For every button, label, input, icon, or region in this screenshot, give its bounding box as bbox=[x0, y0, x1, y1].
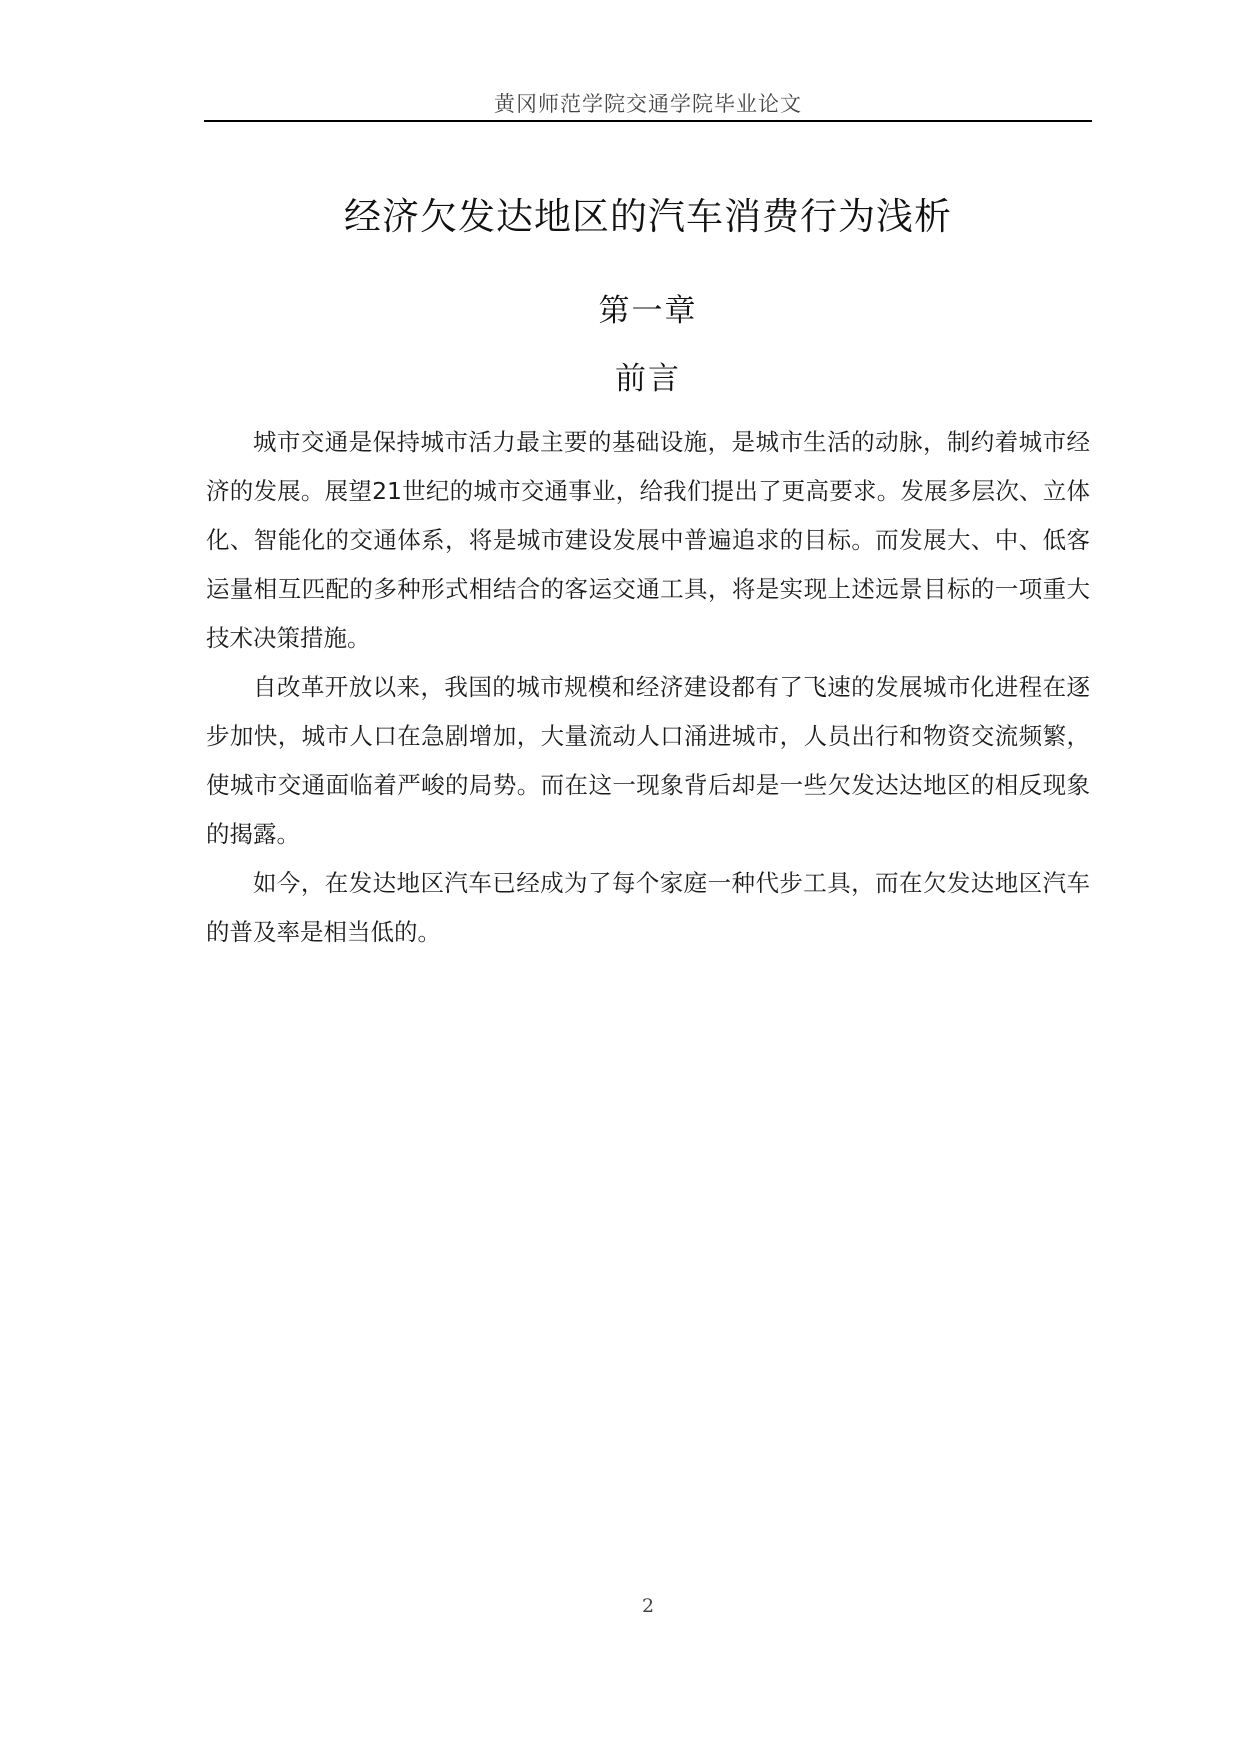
header-text: 黄冈师范学院交通学院毕业论文 bbox=[494, 92, 802, 116]
document-title: 经济欠发达地区的汽车消费行为浅析 bbox=[344, 195, 952, 238]
page-number: 2 bbox=[641, 1595, 655, 1617]
chapter-title: 前言 bbox=[615, 361, 681, 397]
paragraph-2: 自改革开放以来，我国的城市规模和经济建设都有了飞速的发展城市化进程在逐步加快，城市人口在急剧增加，大量流动人口涌进城市，人员出行和物资交流频繁，使城市交通面临着严峻的局势。而在这一现象背后却是一些欠发达达地区的相反现象的揭露。 bbox=[206, 673, 1090, 848]
page-header bbox=[204, 84, 1092, 122]
chapter-label: 第一章 bbox=[598, 293, 698, 329]
paragraph-3: 如今，在发达地区汽车已经成为了每个家庭一种代步工具，而在欠发达地区汽车的普及率是相当低的。 bbox=[206, 869, 1090, 946]
paragraph-1: 城市交通是保持城市活力最主要的基础设施，是城市生活的动脉，制约着城市经济的发展。展望21世纪的城市交通事业，给我们提出了更高要求。发展多层次、立体化、智能化的交通体系，将是城市建设发展中普遍追求的目标。而发展大、中、低客运量相互匹配的多种形式相结合的客运交通工具，将是实现上述远景目标的一项重大技术决策措施。 bbox=[206, 428, 1090, 652]
body-text bbox=[206, 418, 1090, 957]
